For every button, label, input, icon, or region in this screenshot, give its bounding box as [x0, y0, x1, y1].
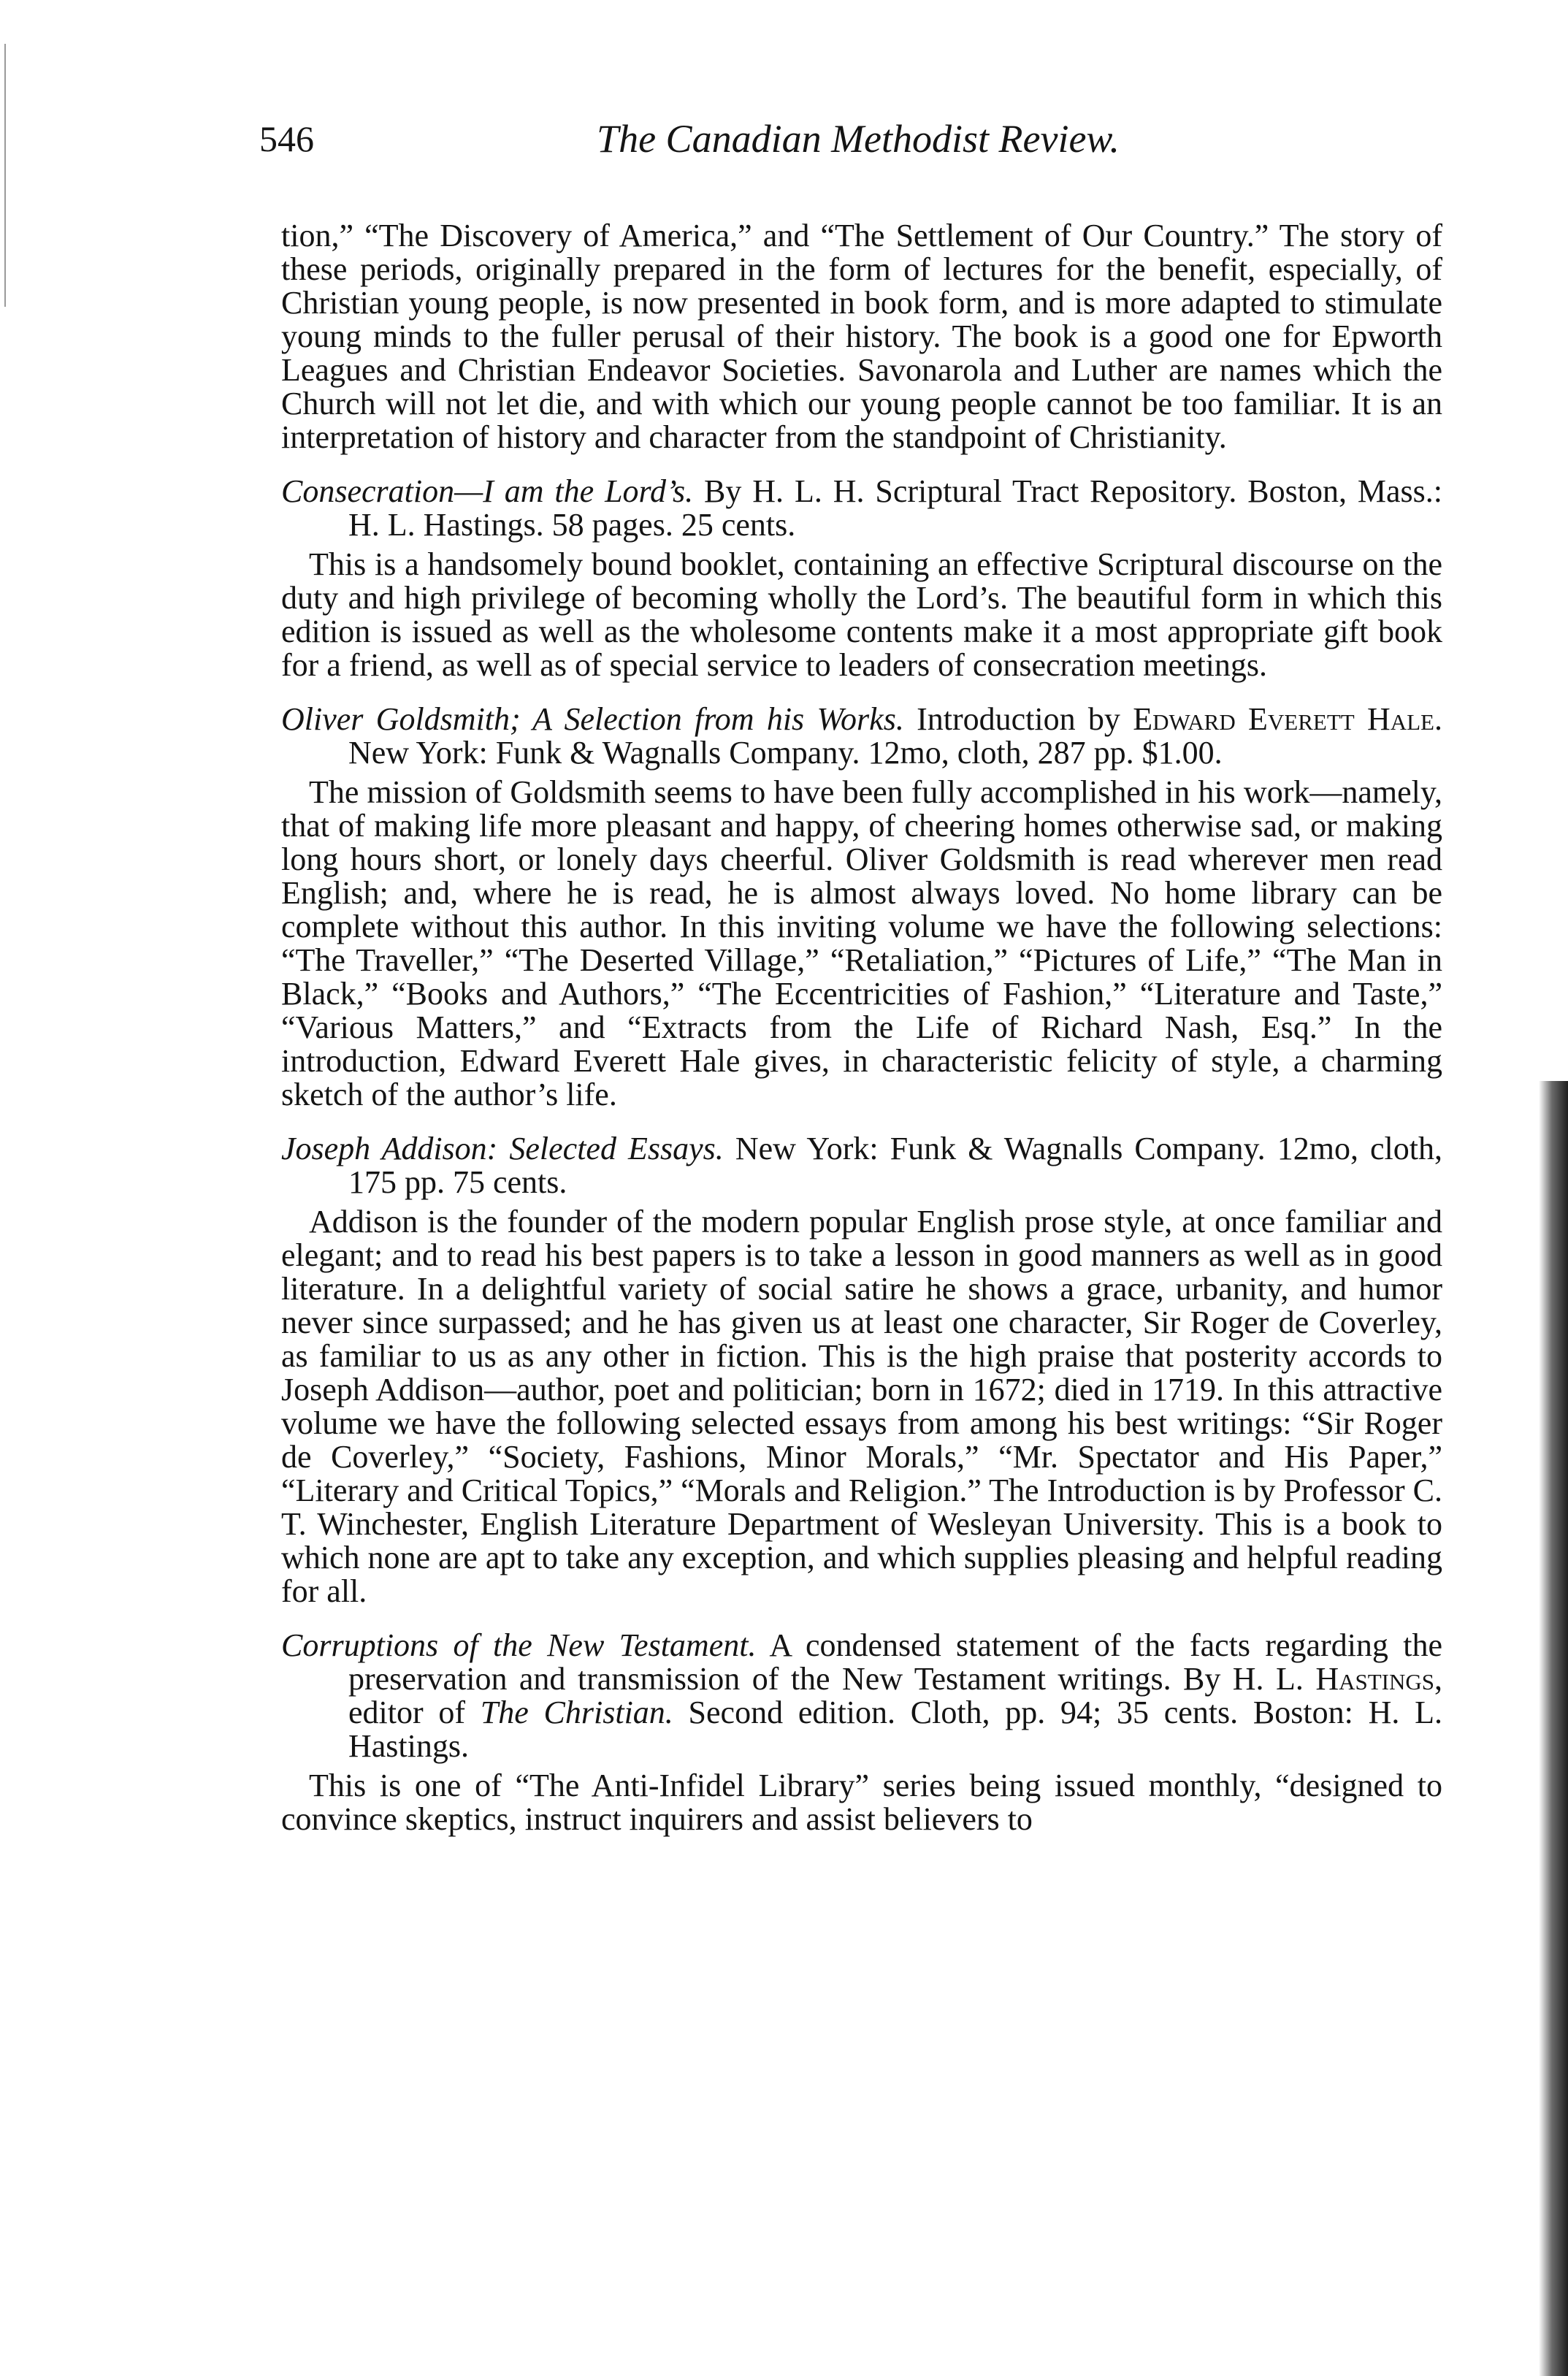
review-paragraph: This is a handsomely bound booklet, containing an effective Scriptural discourse on the duty and high privilege of becoming wholly the Lord’s. The beautiful form in which this edition is issued as well as the wholesome contents make it a most appropriate gift book for a friend, as well as of special service to leaders of consecration meetings. [281, 546, 1442, 683]
review-body [281, 219, 1442, 1836]
page-header [259, 117, 1457, 175]
book-details: New York: Funk & Wagnalls Company. 12mo, cloth, 175 pp. 75 cents. [348, 1131, 1443, 1200]
book-details-mid: , editor of [348, 1661, 1442, 1730]
running-title: The Canadian Methodist Review. [597, 117, 1120, 161]
book-details: . New York: Funk & Wagnalls Company. 12mo, cloth, 287 pp. $1.00. [348, 701, 1442, 771]
book-entry [281, 475, 1442, 542]
book-details: Second edition. Cloth, pp. 94; 35 cents. Boston: H. L. Hastings. [348, 1695, 1442, 1764]
book-details: By H. L. H. Scriptural Tract Repository. Boston, Mass.: H. L. Hastings. 58 pages. 25 cents. [348, 473, 1442, 543]
book-author: Hastings [1315, 1661, 1434, 1697]
book-details-intro: Introduction by [903, 701, 1133, 737]
book-title: Oliver Goldsmith; A Selection from his Works. [281, 701, 904, 737]
review-paragraph: The mission of Goldsmith seems to have been fully accomplished in his work—namely, that of making life more pleasant and happy, of cheering homes otherwise sad, or making long hours short, or lonely days cheerful. Oliver Goldsmith is read wherever men read English; and, where he is read, he is almost always loved. No home library can be complete without this author. In this inviting volume we have the following selections: “The Traveller,” “The Deserted Village,” “Retaliation,” “Pictures of Life,” “The Man in Black,” “Books and Authors,” “The Eccentricities of Fashion,” “Literature and Taste,” “Various Matters,” and “Extracts from the Life of Richard Nash, Esq.” In the introduction, Edward Everett Hale gives, in characteristic felicity of style, a charming sketch of the author’s life. [281, 774, 1442, 1112]
scan-margin-rule [4, 44, 6, 307]
book-title: Joseph Addison: Selected Essays. [281, 1131, 724, 1166]
review-paragraph: Addison is the founder of the modern popular English prose style, at once familiar and elegant; and to read his best papers is to take a lesson in good manners as well as in good literature. In a delightful variety of social satire he shows a grace, urbanity, and humor never since surpassed; and he has given us at least one character, Sir Roger de Coverley, as familiar to us as any other in fiction. This is the high praise that posterity accords to Joseph Addison—author, poet and politician; born in 1672; died in 1719. In this attractive volume we have the following selected essays from among his best writings: “Sir Roger de Coverley,” “Society, Fashions, Minor Morals,” “Mr. Spectator and His Paper,” “Literary and Critical Topics,” “Morals and Religion.” The Introduction is by Professor C. T. Winchester, English Literature Department of Wesleyan University. This is a book to which none are apt to take any exception, and which supplies pleasing and helpful reading for all. [281, 1204, 1442, 1609]
scan-edge-shadow [1539, 1081, 1568, 2376]
page-number: 546 [259, 118, 314, 159]
book-entry [281, 703, 1442, 770]
publication-title: The Christian. [480, 1695, 673, 1730]
review-paragraph: This is one of “The Anti-Infidel Library” series being issued monthly, “designed to convince skeptics, instruct inquirers and assist believers to [281, 1768, 1442, 1837]
book-title: Corruptions of the New Testament. [281, 1627, 757, 1663]
review-paragraph: tion,” “The Discovery of America,” and “The Settlement of Our Country.” The story of these periods, originally prepared in the form of lectures for the benefit, especially, of Christian young people, is now presented in book form, and is more adapted to stimulate young minds to the fuller perusal of their history. The book is a good one for Epworth Leagues and Christian Endeavor Societies. Savonarola and Luther are names which the Church will not let die, and with which our young people cannot be too familiar. It is an interpretation of history and character from the standpoint of Christianity. [281, 218, 1442, 455]
book-title: Consecration—I am the Lord’s. [281, 473, 694, 509]
book-entry [281, 1132, 1442, 1199]
book-author: Edward Everett Hale [1133, 701, 1434, 737]
book-details-intro: A condensed statement of the facts regarding the preservation and transmission of the New Testament writings. By H. L. [348, 1627, 1442, 1697]
book-entry [281, 1629, 1442, 1763]
